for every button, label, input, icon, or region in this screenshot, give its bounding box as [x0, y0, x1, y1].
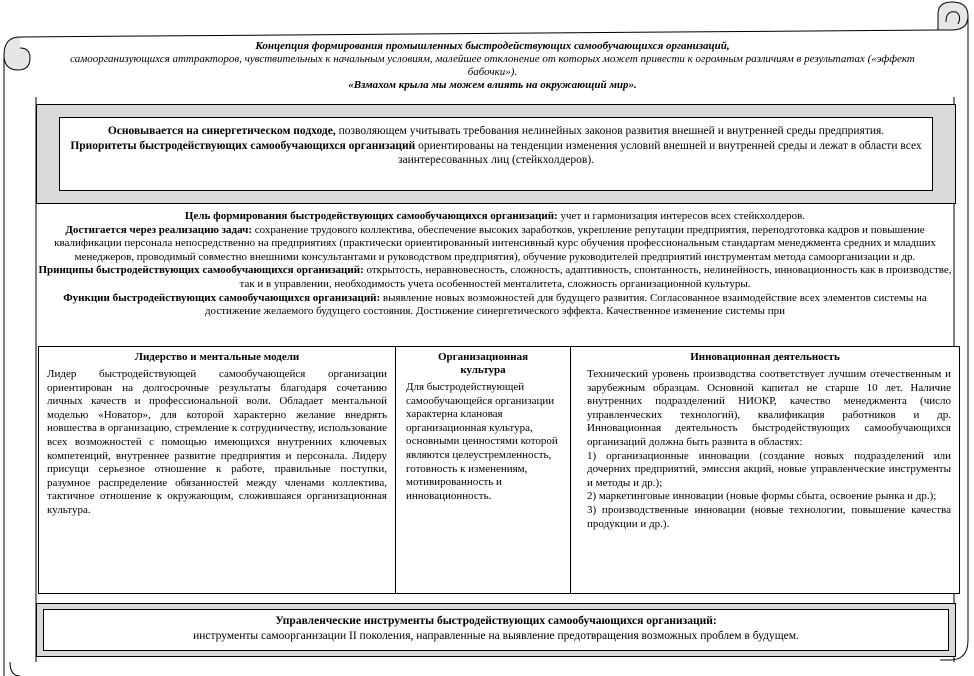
- column-innovation: [571, 347, 959, 593]
- concept-title: Концепция формирования промышленных быстродействующих самообучающихся организаций,: [255, 40, 730, 52]
- column-innovation-heading: Инновационная деятельность: [690, 351, 840, 363]
- tasks-rest: сохранение трудового коллектива, обеспечение высоких заработков, укрепление репутации предприятия, переподготовка кадров и повышение квалификации персонала непосредственно на предприятиях (практически ориентированный интенсивный курс обучения профессиональным стандартам менеджмента средних и младших менеджеров, проводимый совместно внешними консультантами и руководством предприятия), обучение руководителей предприятий инструментам метода самоорганизации и др.: [54, 223, 936, 263]
- goal-bold: Цель формирования быстродействующих самообучающихся организаций:: [184, 210, 558, 222]
- column-leadership-body: Лидер быстродействующей самообучающейся организации ориентирован на долгосрочные результаты благодаря сочетанию личных качеств и профессиональной воли. Обладает ментальной моделью «Новатор», для которой характерно желание внедрять новшества в организацию, стремление к сотрудничеству, использование всех возможностей с помощью имеющихся внутренних ключевых компетенций, внутреннее развитие предприятия и персонала. Лидеру присущи серьезное отношение к работе, правильные поступки, разумное распределение обязанностей между членами коллектива, тактичное отношение к окружающим, сложившаяся организационная культура.: [47, 368, 387, 516]
- basis-line1-bold: Основывается на синергетическом подходе,: [107, 125, 336, 137]
- column-culture-body: Для быстродействующей самообучающейся организации характерна клановая организационная культура, основными ценностями которой являются целеустремленность, готовность к изменениям, мотивированность и инновационность.: [406, 381, 558, 502]
- basis-text: [60, 118, 932, 174]
- column-culture-heading: Организационная культура: [437, 351, 529, 376]
- basis-panel: [36, 104, 956, 204]
- tasks-bold: Достигается через реализацию задач:: [65, 223, 253, 236]
- concept-header: [40, 40, 945, 92]
- basis-line1-rest: позволяющем учитывать требования нелинейных законов развития внешней и внутренней среды предприятия.: [335, 125, 885, 137]
- principles-bold: Принципы быстродействующих самообучающихся организаций:: [38, 264, 364, 277]
- innovation-item: 1) организационные инновации (создание новых подразделений или дочерних предприятий, эмиссия акций, новые управленческие инструменты и методы и др.);: [587, 449, 951, 489]
- functions-bold: Функции быстродействующих самообучающихся организаций:: [63, 291, 381, 304]
- column-leadership-heading: Лидерство и ментальные модели: [134, 351, 300, 363]
- column-innovation-body: Технический уровень производства соответствует лучшим отечественным и зарубежным образцам. Основной капитал не старше 10 лет. Наличие внутренних подразделений НИОКР, качество менеджмента (число управленческих технологий), квалификация работников и др. Инновационная деятельность быстродействующих самообучающихся организаций должна быть развита в областях:: [587, 368, 951, 448]
- tools-heading: Управленческие инструменты быстродействующих самообучающихся организаций:: [275, 615, 717, 627]
- basis-line2-rest: ориентированы на тенденции изменения условий внешней и внутренней среды и лежат в области всех заинтересованных лиц (стейкхолдеров).: [397, 139, 922, 166]
- functions-rest: выявление новых возможностей для будущего развития. Согласованное взаимодействие всех элементов системы на достижение желаемого будущего состояния. Достижение синергетического эффекта. Качественное изменение системы при: [204, 291, 927, 318]
- concept-motto: «Взмахом крыла мы можем влиять на окружающий мир».: [348, 79, 637, 91]
- goals-block: [38, 210, 952, 346]
- tools-panel: [36, 603, 956, 657]
- concept-subtitle: самоорганизующихся аттракторов, чувствительных к начальным условиям, малейшее отклонение от которых может привести к огромным различиям в результатах («эффект бабочки»).: [70, 53, 915, 78]
- tools-description: инструменты самоорганизации II поколения, направленные на выявление предотвращения возможных проблем в будущем.: [193, 630, 799, 642]
- tools-box: [43, 609, 949, 651]
- column-culture: [396, 347, 571, 593]
- basis-line2-bold: Приоритеты быстродействующих самообучающихся организаций: [70, 139, 416, 152]
- innovation-item: 2) маркетинговые инновации (новые формы сбыта, освоение рынка и др.);: [587, 490, 937, 503]
- columns-table: [38, 346, 960, 594]
- goal-rest: учет и гармонизация интересов всех стейкхолдеров.: [557, 210, 806, 222]
- innovation-item: 3) производственные инновации (новые технологии, повышение качества продукции и др.).: [587, 503, 951, 530]
- column-leadership: [39, 347, 396, 593]
- principles-rest: открытость, неравновесность, сложность, адаптивность, спонтанность, нелинейность, инновационность как в производстве, так и в управлении, необходимость учета особенностей менталитета, сложность организационной культуры.: [239, 264, 952, 290]
- basis-box: [59, 117, 933, 191]
- tools-text: [44, 610, 948, 648]
